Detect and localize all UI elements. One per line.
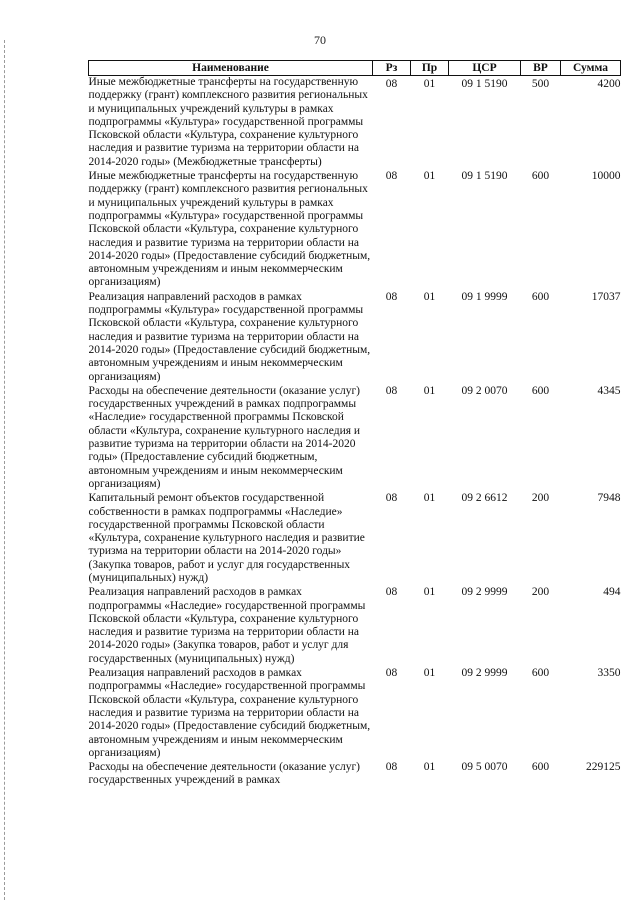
row-vr: 600 [531, 761, 550, 774]
row-csr: 09 2 9999 [461, 586, 508, 599]
row-rz: 08 [385, 761, 398, 774]
row-rz: 08 [385, 170, 398, 183]
row-name: Расходы на обеспечение деятельности (оказание услуг) государственных учреждений в рамках подпрограммы «Наследие» государственной программы Псковской области «Культура, сохранение культурного наследия и развитие туризма на территории области на 2014-2020 годы» (Предоставление субсидий бюджетным, автономным учреждениям и иным некоммерческим организациям) [88, 384, 361, 490]
binding-margin-line [4, 40, 6, 900]
row-pr: 01 [423, 586, 436, 599]
column-header-name: Наименование [89, 61, 373, 76]
row-sum: 7948 [597, 492, 621, 505]
page-number: 70 [314, 33, 326, 47]
column-header-sum: Сумма [561, 61, 621, 76]
row-pr: 01 [423, 761, 436, 774]
row-name: Иные межбюджетные трансферты на государственную поддержку (грант) комплексного развития региональных и муниципальных учреждений культуры в рамках подпрограммы «Культура» государственной программы Псковской области «Культура, сохранение культурного наследия и развитие туризма на территории области на 2014-2020 годы» (Межбюджетные трансферты) [88, 76, 368, 168]
row-csr: 09 5 0070 [461, 761, 508, 774]
row-vr: 600 [531, 667, 550, 680]
table-row [89, 291, 621, 385]
row-name: Реализация направлений расходов в рамках подпрограммы «Наследие» государственной программы Псковской области «Культура, сохранение культурного наследия и развитие туризма на территории области на 2014-2020 годы» (Предоставление субсидий бюджетным, автономным учреждениям и иным некоммерческим организациям) [88, 667, 371, 759]
table-row [89, 170, 621, 291]
row-name: Капитальный ремонт объектов государственной собственности в рамках подпрограммы «Наследие» государственной программы Псковской области «Культура, сохранение культурного наследия и развитие туризма на территории области на 2014-2020 годы» (Закупка товаров, работ и услуг для государственных (муниципальных) нужд) [88, 492, 365, 584]
row-name: Реализация направлений расходов в рамках подпрограммы «Культура» государственной программы Псковской области «Культура, сохранение культурного наследия и развитие туризма на территории области на 2014-2020 годы» (Предоставление субсидий бюджетным, автономным учреждениям и иным некоммерческим организациям) [88, 290, 371, 383]
row-rz: 08 [385, 586, 398, 599]
row-name: Иные межбюджетные трансферты на государственную поддержку (грант) комплексного развития региональных и муниципальных учреждений культуры в рамках подпрограммы «Культура» государственной программы Псковской области «Культура, сохранение культурного наследия и развитие туризма на территории области на 2014-2020 годы» (Предоставление субсидий бюджетным, автономным учреждениям и иным некоммерческим организациям) [88, 170, 371, 289]
row-sum: 4345 [597, 384, 621, 397]
row-pr: 01 [423, 170, 436, 183]
column-header-pr: Пр [411, 61, 449, 76]
row-csr: 09 1 5190 [461, 78, 508, 90]
row-vr: 200 [531, 492, 550, 505]
table-row [89, 76, 621, 171]
column-header-vr: ВР [521, 61, 561, 76]
row-csr: 09 2 9999 [461, 667, 508, 680]
row-sum: 3350 [597, 667, 621, 680]
row-rz: 08 [385, 667, 398, 680]
row-rz: 08 [385, 290, 398, 303]
table-row [89, 667, 621, 761]
row-name: Реализация направлений расходов в рамках подпрограммы «Наследие» государственной программы Псковской области «Культура, сохранение культурного наследия и развитие туризма на территории области на 2014-2020 годы» (Закупка товаров, работ и услуг для государственных (муниципальных) нужд) [88, 586, 366, 665]
row-rz: 08 [385, 492, 398, 505]
row-pr: 01 [423, 290, 436, 303]
column-header-rz: Рз [373, 61, 411, 76]
row-csr: 09 1 9999 [461, 290, 508, 303]
row-sum: 229125 [586, 761, 621, 774]
row-csr: 09 2 6612 [461, 492, 508, 505]
row-pr: 01 [423, 384, 436, 397]
budget-table [88, 60, 621, 789]
row-pr: 01 [423, 492, 436, 505]
row-vr: 600 [531, 170, 550, 183]
table-row [89, 492, 621, 586]
row-vr: 600 [531, 384, 550, 397]
row-csr: 09 1 5190 [461, 170, 508, 183]
table-row [89, 586, 621, 667]
column-header-csr: ЦСР [449, 61, 521, 76]
table-header-row [89, 61, 621, 76]
table-row [89, 761, 621, 789]
row-csr: 09 2 0070 [461, 384, 508, 397]
row-vr: 600 [531, 290, 550, 303]
row-vr: 500 [531, 78, 550, 90]
row-sum: 494 [603, 586, 621, 599]
row-rz: 08 [385, 78, 398, 90]
row-sum: 17037 [591, 290, 621, 303]
row-rz: 08 [385, 384, 398, 397]
row-sum: 10000 [591, 170, 621, 183]
row-sum: 4200 [597, 78, 621, 90]
row-name: Расходы на обеспечение деятельности (оказание услуг) государственных учреждений в рамках [88, 761, 360, 787]
row-vr: 200 [531, 586, 550, 599]
table-row [89, 385, 621, 492]
row-pr: 01 [423, 667, 436, 680]
row-pr: 01 [423, 78, 436, 90]
